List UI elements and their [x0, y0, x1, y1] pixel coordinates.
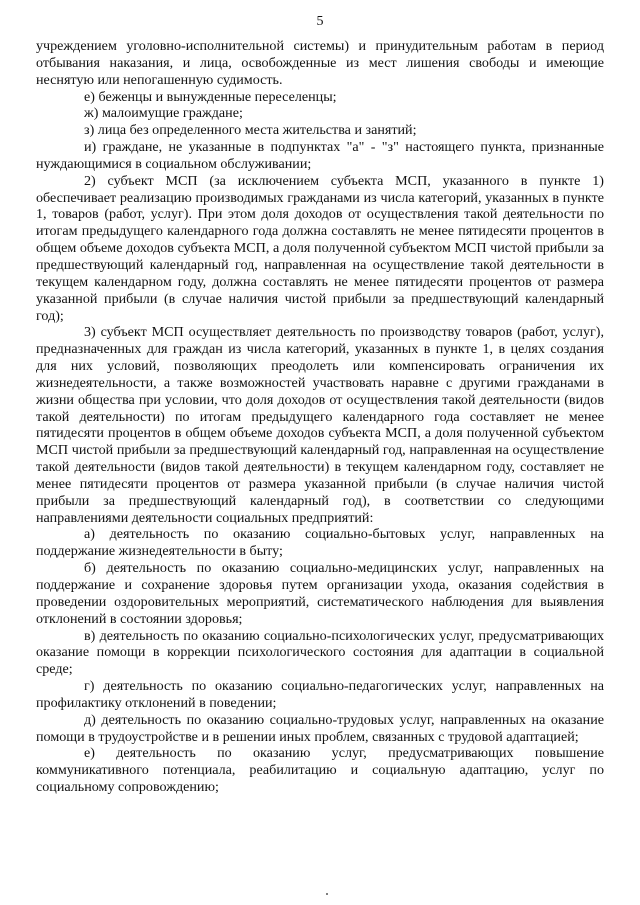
activity-d: д) деятельность по оказанию социально-трудовых услуг, направленных на оказание помощи в трудоустройстве и в решении иных проблем, связанных с трудовой адаптацией;	[36, 711, 604, 745]
document-body	[36, 38, 604, 796]
scan-speck	[326, 893, 328, 895]
clause-2: 2) субъект МСП (за исключением субъекта МСП, указанного в пункте 1) обеспечивает реализацию производимых гражданами из числа категорий, указанных в пункте 1, товаров (работ, услуг). При этом доля доходов от осуществления такой деятельности по итогам предыдущего календарного года должна составлять не менее пятидесяти процентов в общем объеме доходов субъекта МСП, а доля полученной субъектом МСП чистой прибыли за предшествующий календарный год, направленная на осуществление такой деятельности в текущем календарном году, должна составлять не менее пятидесяти процентов от размера указанной прибыли (в случае наличия чистой прибыли за предшествующий календарный год);	[36, 172, 604, 324]
activity-e: е) деятельность по оказанию услуг, предусматривающих повышение коммуникативного потенциала, реабилитацию и социальную адаптацию, услуг по социальному сопровождению;	[36, 745, 604, 796]
page-number: 5	[316, 14, 324, 29]
activity-v: в) деятельность по оказанию социально-психологических услуг, предусматривающих оказание помощи в коррекции психологического состояния для адаптации в социальной среде;	[36, 627, 604, 678]
paragraph-continuation: учреждением уголовно-исполнительной системы) и принудительным работам в период отбывания наказания, и лица, освобожденные из мест лишения свободы и имеющие неснятую или непогашенную судимость.	[36, 38, 604, 88]
list-item-zh: ж) малоимущие граждане;	[84, 105, 243, 122]
activity-a: а) деятельность по оказанию социально-бытовых услуг, направленных на поддержание жизнедеятельности в быту;	[36, 526, 604, 560]
list-item-i: и) граждане, не указанные в подпунктах "а" - "з" настоящего пункта, признанные нуждающимися в социальном обслуживании;	[36, 139, 604, 172]
activity-b: б) деятельность по оказанию социально-медицинских услуг, направленных на поддержание и сохранение здоровья путем организации ухода, оказания содействия в проведении оздоровительных мероприятий, систематического наблюдения для выявления отклонений в состоянии здоровья;	[36, 560, 604, 627]
list-item-e: е) беженцы и вынужденные переселенцы;	[84, 88, 337, 105]
activity-g: г) деятельность по оказанию социально-педагогических услуг, направленных на профилактику отклонений в поведении;	[36, 678, 604, 711]
list-item-z: з) лица без определенного места жительства и занятий;	[84, 122, 417, 139]
clause-3: 3) субъект МСП осуществляет деятельность по производству товаров (работ, услуг), предназначенных для граждан из числа категорий, указанных в пункте 1, в целях создания для них условий, позволяющих преодолеть или компенсировать ограничения их жизнедеятельности, а также возможностей участвовать наравне с другими гражданами в жизни общества при условии, что доля доходов от осуществления такой деятельности (видов такой деятельности) по итогам предыдущего календарного года составляет не менее пятидесяти процентов в общем объеме доходов субъекта МСП, а доля полученной субъектом МСП чистой прибыли за предшествующий календарный год, направленная на осуществление такой деятельности (видов такой деятельности) в текущем календарном году, составляет не менее пятидесяти процентов от размера указанной прибыли (в случае наличия чистой прибыли за предшествующий календарный год), в соответствии со следующими направлениями деятельности социальных предприятий:	[36, 324, 604, 526]
